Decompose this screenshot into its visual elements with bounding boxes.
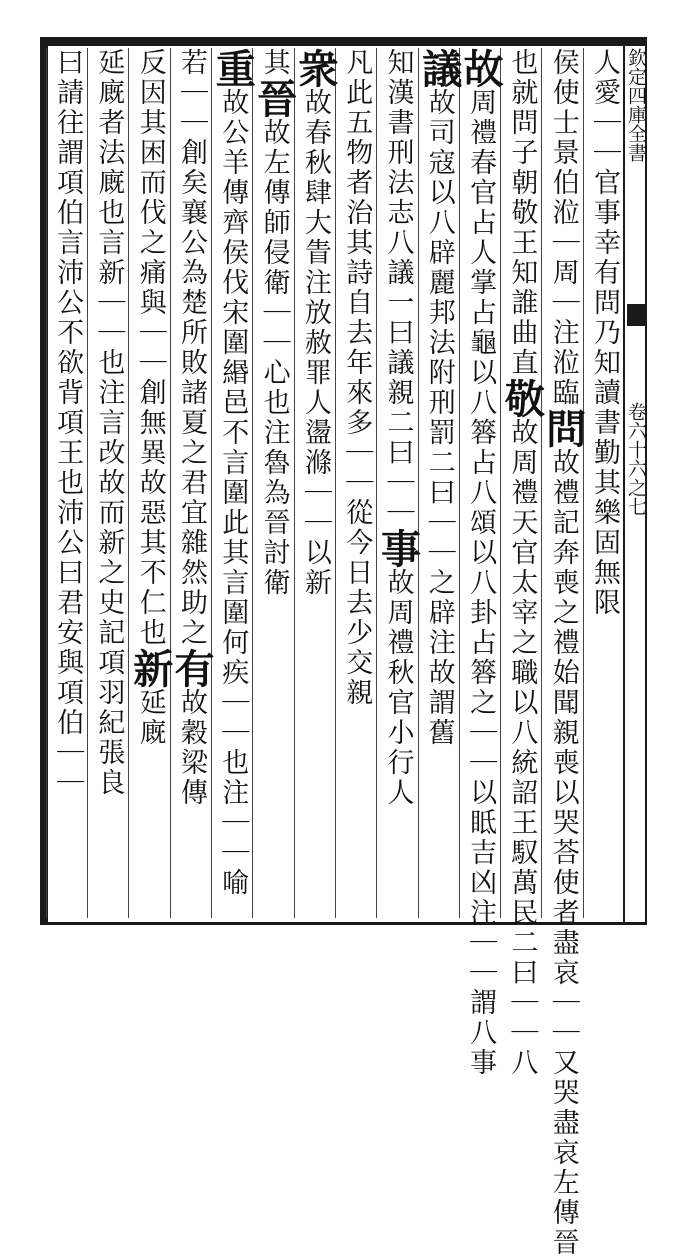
column-text: 曰請往謂項伯言沛公不欲背項王也沛公曰君安與項伯｜｜: [52, 48, 84, 798]
headword: 重: [209, 48, 257, 88]
text-column: [457, 48, 505, 1078]
column-text: 故周禮天官太宰之職以八統詔王馭萬民二曰｜｜八: [506, 418, 538, 1078]
text-column: [374, 48, 422, 918]
text-column: [46, 48, 88, 918]
text-column: [126, 48, 174, 918]
column-text: 其: [258, 48, 290, 78]
column-text: 也就問子朝敬王知誰曲直: [506, 48, 538, 378]
headword: 敬: [498, 378, 546, 418]
column-text: 知漢書刑法志八議一曰議親二曰｜｜: [382, 48, 414, 528]
column-text: 故禮記奔喪之禮始聞親喪以哭荅使者盡哀｜｜又哭盡哀左傳晉: [547, 448, 579, 1258]
text-column: [498, 48, 546, 1078]
column-text: 詩自去年來多｜｜從今日去少交親: [341, 258, 373, 708]
fish-tail-mark: [627, 304, 645, 326]
column-text: 反因其困而伐之痛與｜｜創無異故惡其不仁也: [134, 48, 166, 648]
headword: 晉: [250, 78, 298, 118]
column-text: 凡此五物者治其: [341, 48, 373, 258]
text-column: [335, 48, 377, 918]
column-text: 延廐者法廐也言新｜｜也注言改故而新之史記項羽紀張良: [93, 48, 125, 798]
column-text: 故春秋肆大眚注放赦罪人盪滌｜｜以新: [299, 88, 331, 598]
volume-label: 卷六十六之七: [625, 402, 647, 516]
text-column: [250, 48, 298, 918]
text-column: [87, 48, 129, 918]
text-column: [539, 48, 587, 1258]
running-head: [625, 48, 647, 918]
column-text: 延廐: [134, 688, 166, 748]
text-column: [583, 48, 625, 918]
headword: 議: [415, 48, 463, 88]
headword: 有: [167, 648, 215, 688]
headword: 問: [539, 408, 587, 448]
headword: 新: [126, 648, 174, 688]
column-text: 周禮春官占人掌占龜以八簭占八頌以八卦占簭之｜｜以眡吉凶注｜｜謂八事: [465, 88, 497, 1078]
column-text: 若｜｜創矣襄公為楚所敗諸夏之君宜雜然助之: [175, 48, 207, 648]
column-text: 故周禮秋官小行人: [382, 568, 414, 808]
headword: 故: [457, 48, 505, 88]
column-text: 侯使士景伯涖｜周｜注涖臨: [547, 48, 579, 408]
column-text: 故穀梁傳: [175, 688, 207, 808]
column-text: 故司寇以八辟麗邦法附刑罰二曰｜｜之辟注故謂舊: [423, 88, 455, 748]
column-text: 知讀書勤其樂固無限: [588, 348, 620, 618]
text-column: [209, 48, 257, 918]
column-text: 故左傳師侵衛｜｜心也注魯為晉討衛: [258, 118, 290, 598]
text-column: [167, 48, 215, 918]
text-column: [415, 48, 463, 918]
headword: 衆: [291, 48, 339, 88]
book-title: 欽定四庫全書: [625, 48, 647, 162]
column-text: 故公羊傳齊侯伐宋圍緡邑不言圍此其言圍何疾｜｜也注｜｜喻: [217, 88, 249, 898]
text-column: [291, 48, 339, 918]
headword: 事: [374, 528, 422, 568]
column-text: 人愛｜｜官事幸有問乃: [588, 48, 620, 348]
